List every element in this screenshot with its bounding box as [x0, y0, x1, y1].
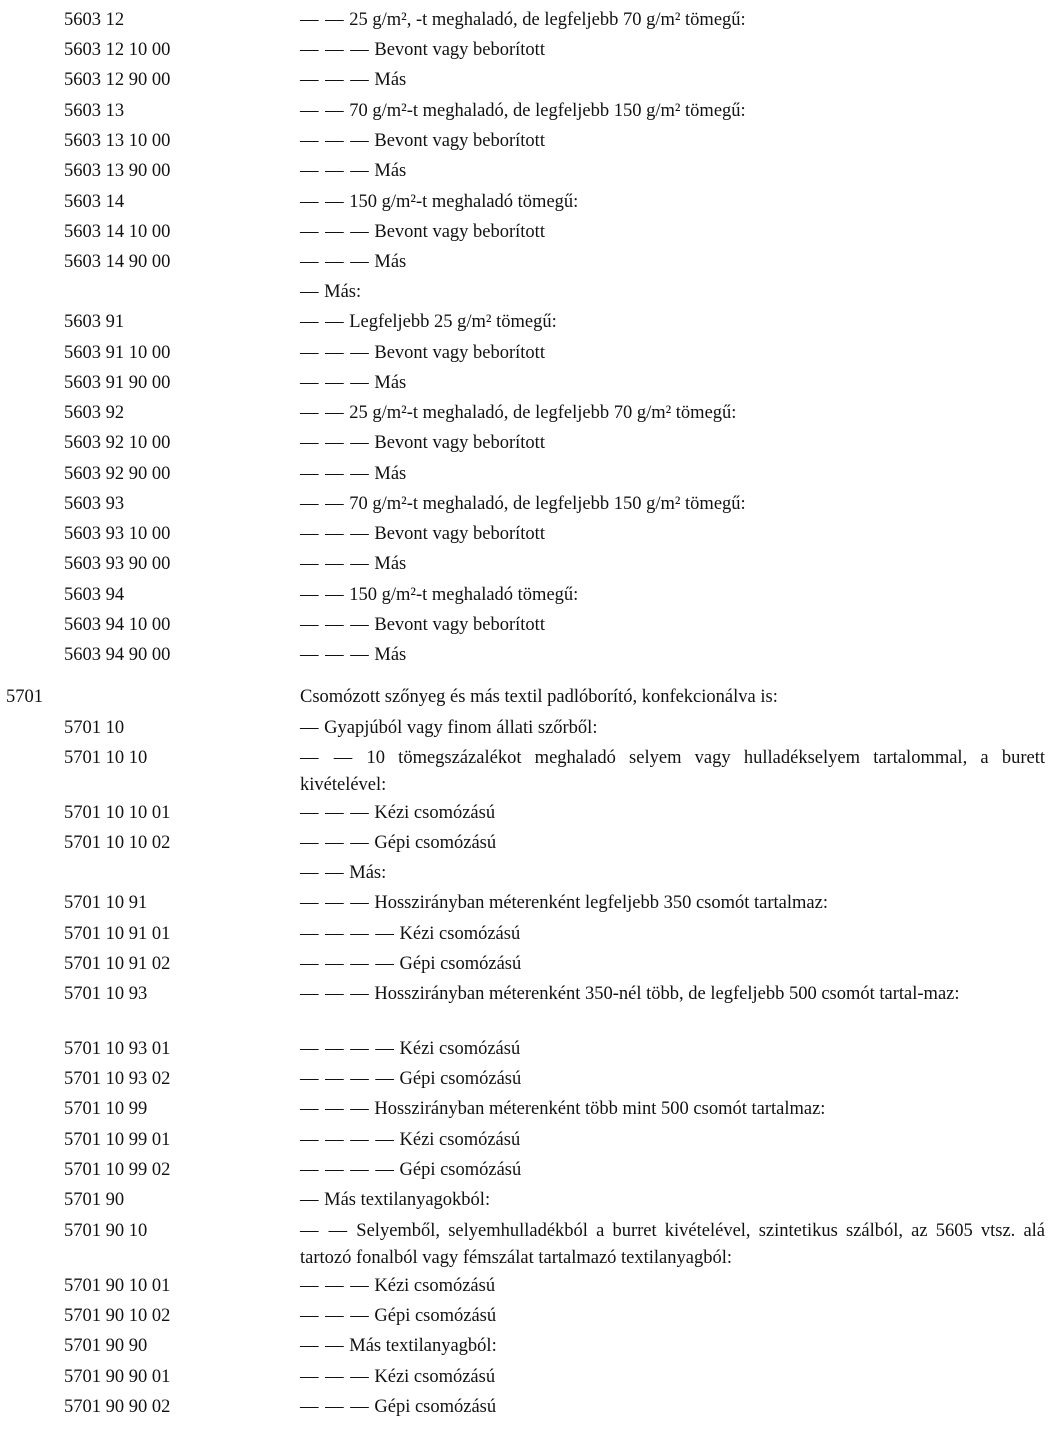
- description-text: Bevont vagy beborított: [369, 615, 545, 635]
- dash-marker: — — —: [300, 161, 370, 181]
- dash-marker: — — —: [300, 524, 370, 544]
- description-text: Gyapjúból vagy finom állati szőrből:: [319, 718, 598, 738]
- dash-marker: — — —: [300, 615, 370, 635]
- tariff-code: 5701 10 93 01: [64, 1039, 171, 1059]
- tariff-code: 5701 10: [64, 718, 125, 738]
- tariff-code: 5701 10 99 02: [64, 1160, 171, 1180]
- tariff-description: [300, 951, 1045, 978]
- tariff-code: 5701 10 10 02: [64, 833, 171, 853]
- tariff-code: 5603 91 10 00: [64, 343, 171, 363]
- dash-marker: — — —: [300, 464, 370, 484]
- dash-marker: — — —: [300, 373, 370, 393]
- dash-marker: — — —: [300, 1367, 370, 1387]
- tariff-description: [300, 1273, 1045, 1300]
- tariff-description: [300, 551, 1045, 578]
- description-text: 70 g/m²-t meghaladó, de legfeljebb 150 g/m² tömegű:: [344, 494, 746, 514]
- dash-marker: — — —: [300, 833, 370, 853]
- dash-marker: —: [300, 282, 320, 302]
- description-text: Gépi csomózású: [369, 1306, 497, 1326]
- tariff-code: 5603 93 10 00: [64, 524, 171, 544]
- tariff-code: 5603 12 90 00: [64, 70, 171, 90]
- dash-marker: — — — —: [300, 954, 395, 974]
- description-text: Más: [369, 373, 407, 393]
- tariff-code: 5603 14 10 00: [64, 222, 171, 242]
- dash-marker: — — —: [300, 984, 370, 1004]
- dash-marker: — — —: [300, 1276, 370, 1296]
- tariff-code: 5701 10 10 01: [64, 803, 171, 823]
- tariff-code: 5603 12 10 00: [64, 40, 171, 60]
- tariff-code: 5603 92 90 00: [64, 464, 171, 484]
- tariff-description: [300, 921, 1045, 948]
- tariff-description: [300, 800, 1045, 827]
- description-text: Más: [369, 161, 407, 181]
- dash-marker: — —: [300, 585, 345, 605]
- dash-marker: — — —: [300, 554, 370, 574]
- dash-marker: — —: [300, 192, 345, 212]
- tariff-description: [300, 1394, 1045, 1421]
- dash-marker: — — — —: [300, 1160, 395, 1180]
- dash-marker: — — —: [300, 1306, 370, 1326]
- dash-marker: — — — —: [300, 1069, 395, 1089]
- description-text: Más:: [344, 863, 387, 883]
- tariff-code: 5603 14: [64, 192, 125, 212]
- description-text: Gépi csomózású: [394, 954, 522, 974]
- description-text: Más: [369, 70, 407, 90]
- description-text: Más: [369, 252, 407, 272]
- tariff-description: [300, 430, 1045, 457]
- tariff-code: 5701 90 90 01: [64, 1367, 171, 1387]
- dash-marker: — —: [300, 101, 345, 121]
- description-text: Hosszirányban méterenként 350-nél több, de legfeljebb 500 csomót tartal-maz:: [369, 984, 960, 1004]
- tariff-code: 5603 13: [64, 101, 125, 121]
- description-text: 25 g/m², -t meghaladó, de legfeljebb 70 g/m² tömegű:: [344, 10, 746, 30]
- description-text: Bevont vagy beborított: [369, 222, 545, 242]
- dash-marker: —: [300, 1190, 320, 1210]
- tariff-description: [300, 1333, 1045, 1360]
- tariff-code: 5603 93 90 00: [64, 554, 171, 574]
- tariff-code: 5701 90 10 01: [64, 1276, 171, 1296]
- description-text: Selyemből, selyemhulladékból a burret kivételével, szintetikus szálból, az 5605 vtsz. alá tartozó fonalból vagy fémszálat tartalmazó textilanyagból:: [300, 1221, 1046, 1268]
- description-text: Kézi csomózású: [369, 1367, 496, 1387]
- dash-marker: — —: [300, 312, 345, 332]
- dash-marker: — —: [300, 10, 345, 30]
- tariff-description: [300, 370, 1045, 397]
- description-text: Kézi csomózású: [394, 1130, 521, 1150]
- tariff-description: [300, 128, 1045, 155]
- tariff-code: 5603 93: [64, 494, 125, 514]
- description-text: Kézi csomózású: [369, 803, 496, 823]
- tariff-description: [300, 7, 1045, 34]
- description-text: Gépi csomózású: [394, 1160, 522, 1180]
- description-text: Kézi csomózású: [394, 924, 521, 944]
- tariff-code: 5701 90 90: [64, 1336, 148, 1356]
- tariff-description: [300, 612, 1045, 639]
- tariff-code: 5701 90 10 02: [64, 1306, 171, 1326]
- tariff-description: [300, 98, 1045, 125]
- dash-marker: — — —: [300, 433, 370, 453]
- tariff-description: [300, 37, 1045, 64]
- dash-marker: — — —: [300, 40, 370, 60]
- dash-marker: — —: [300, 494, 345, 514]
- description-text: 150 g/m²-t meghaladó tömegű:: [344, 585, 579, 605]
- tariff-description: [300, 461, 1045, 488]
- tariff-code: 5603 13 90 00: [64, 161, 171, 181]
- description-text: Kézi csomózású: [369, 1276, 496, 1296]
- description-text: Bevont vagy beborított: [369, 40, 545, 60]
- tariff-code: 5603 94 90 00: [64, 645, 171, 665]
- tariff-description: [300, 219, 1045, 246]
- dash-marker: — — —: [300, 645, 370, 665]
- description-text: Más: [369, 554, 407, 574]
- tariff-description: [300, 1066, 1045, 1093]
- tariff-description: [300, 1096, 1045, 1123]
- tariff-description: [300, 1127, 1045, 1154]
- description-text: Gépi csomózású: [369, 833, 497, 853]
- dash-marker: — —: [300, 1221, 349, 1241]
- tariff-description: [300, 340, 1045, 367]
- tariff-description: [300, 582, 1045, 609]
- dash-marker: — — — —: [300, 924, 395, 944]
- tariff-description: [300, 1364, 1045, 1391]
- tariff-code: 5701 10 91 01: [64, 924, 171, 944]
- description-text: Hosszirányban méterenként több mint 500 csomót tartalmaz:: [369, 1099, 826, 1119]
- tariff-description: [300, 1218, 1045, 1272]
- dash-marker: — — —: [300, 803, 370, 823]
- dash-marker: — — —: [300, 252, 370, 272]
- tariff-description: [300, 860, 1045, 887]
- description-text: Legfeljebb 25 g/m² tömegű:: [344, 312, 557, 332]
- tariff-code: 5701 10 99: [64, 1099, 148, 1119]
- description-text: Gépi csomózású: [369, 1397, 497, 1417]
- tariff-code: 5701 90 10: [64, 1221, 148, 1241]
- tariff-description: [300, 158, 1045, 185]
- tariff-code: 5603 91: [64, 312, 125, 332]
- description-text: Hosszirányban méterenként legfeljebb 350 csomót tartalmaz:: [369, 893, 828, 913]
- tariff-description: [300, 642, 1045, 669]
- tariff-description: [300, 830, 1045, 857]
- tariff-description: [300, 1187, 1045, 1214]
- dash-marker: — — — —: [300, 1039, 395, 1059]
- tariff-code: 5701 10 91 02: [64, 954, 171, 974]
- dash-marker: — — —: [300, 1099, 370, 1119]
- description-text: Kézi csomózású: [394, 1039, 521, 1059]
- description-text: 150 g/m²-t meghaladó tömegű:: [344, 192, 579, 212]
- tariff-description: [300, 745, 1045, 799]
- tariff-code: 5701 10 10: [64, 748, 148, 768]
- dash-marker: — —: [300, 1336, 345, 1356]
- tariff-code: 5603 94 10 00: [64, 615, 171, 635]
- tariff-description: [300, 1303, 1045, 1330]
- tariff-code: 5701 10 91: [64, 893, 148, 913]
- tariff-code: 5603 94: [64, 585, 125, 605]
- tariff-description: [300, 249, 1045, 276]
- description-text: Bevont vagy beborított: [369, 433, 545, 453]
- dash-marker: — —: [300, 403, 345, 423]
- dash-marker: — — —: [300, 222, 370, 242]
- dash-marker: — — —: [300, 131, 370, 151]
- tariff-description: [300, 1036, 1045, 1063]
- tariff-code: 5603 14 90 00: [64, 252, 171, 272]
- tariff-description: [300, 491, 1045, 518]
- tariff-description: [300, 981, 1045, 1008]
- tariff-code: 5701 10 93: [64, 984, 148, 1004]
- description-text: Más: [369, 464, 407, 484]
- tariff-description: [300, 67, 1045, 94]
- dash-marker: — — —: [300, 343, 370, 363]
- tariff-code: 5603 92 10 00: [64, 433, 171, 453]
- description-text: Csomózott szőnyeg és más textil padlóborító, konfekcionálva is:: [300, 687, 778, 707]
- tariff-description: [300, 1157, 1045, 1184]
- dash-marker: — — —: [300, 893, 370, 913]
- description-text: Más textilanyagokból:: [319, 1190, 491, 1210]
- tariff-code: 5603 91 90 00: [64, 373, 171, 393]
- dash-marker: — —: [300, 863, 345, 883]
- tariff-description: [300, 715, 1045, 742]
- dash-marker: — —: [300, 748, 354, 768]
- tariff-description: [300, 189, 1045, 216]
- tariff-code: 5701 90: [64, 1190, 125, 1210]
- tariff-code: 5603 92: [64, 403, 125, 423]
- description-text: 25 g/m²-t meghaladó, de legfeljebb 70 g/m² tömegű:: [344, 403, 737, 423]
- dash-marker: —: [300, 718, 320, 738]
- description-text: 10 tömegszázalékot meghaladó selyem vagy hulladékselyem tartalommal, a burett kivételével:: [300, 748, 1046, 795]
- description-text: Gépi csomózású: [394, 1069, 522, 1089]
- tariff-code: 5603 13 10 00: [64, 131, 171, 151]
- description-text: 70 g/m²-t meghaladó, de legfeljebb 150 g/m² tömegű:: [344, 101, 746, 121]
- tariff-code: 5701 90 90 02: [64, 1397, 171, 1417]
- description-text: Más: [369, 645, 407, 665]
- tariff-code: 5603 12: [64, 10, 125, 30]
- heading-code: 5701: [6, 687, 43, 707]
- description-text: Bevont vagy beborított: [369, 524, 545, 544]
- tariff-description: [300, 521, 1045, 548]
- description-text: Bevont vagy beborított: [369, 131, 545, 151]
- tariff-description: [300, 279, 1045, 306]
- tariff-code: 5701 10 93 02: [64, 1069, 171, 1089]
- description-text: Más:: [319, 282, 362, 302]
- description-text: Más textilanyagból:: [344, 1336, 497, 1356]
- dash-marker: — — —: [300, 1397, 370, 1417]
- dash-marker: — — — —: [300, 1130, 395, 1150]
- tariff-description: [300, 684, 1045, 711]
- tariff-code: 5701 10 99 01: [64, 1130, 171, 1150]
- description-text: Bevont vagy beborított: [369, 343, 545, 363]
- dash-marker: — — —: [300, 70, 370, 90]
- tariff-description: [300, 400, 1045, 427]
- tariff-description: [300, 890, 1045, 917]
- tariff-description: [300, 309, 1045, 336]
